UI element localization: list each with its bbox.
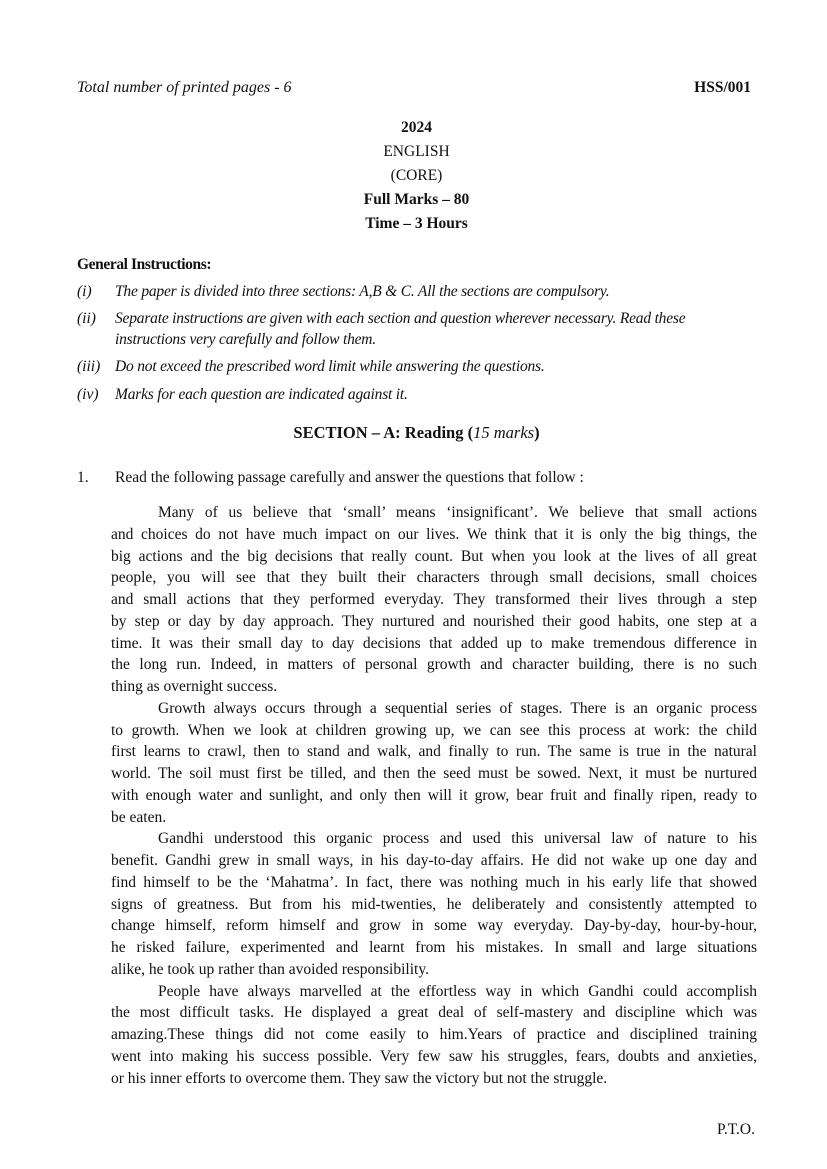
passage-line: big actions and the big decisions that really count. But when you look at the lives of all great — [111, 547, 757, 565]
passage-line: the most difficult tasks. He displayed a great deal of self-mastery and discipline which was — [111, 1004, 757, 1022]
total-pages: Total number of printed pages - 6 — [77, 79, 292, 96]
passage-line: amazing.These things did not come easily to him.Years of practice and disciplined training — [111, 1026, 757, 1043]
passage-line: to growth. When we look at children growing up, we can see this process at work: the child — [111, 721, 757, 739]
section-heading — [0, 423, 827, 443]
passage-line: and small actions that they performed everyday. They transformed their lives through a step — [111, 591, 757, 608]
instruction-number: (iv) — [77, 386, 99, 403]
passage-line: or his inner efforts to overcome them. They saw the victory but not the struggle. — [111, 1069, 608, 1087]
passage-line: by step or day by day approach. They nurtured and nourished their good habits, one step at a — [111, 612, 757, 630]
passage-line: be eaten. — [111, 808, 167, 826]
passage-line: and choices do not have much impact on our lives. We think that it is only the big things, the — [111, 525, 757, 543]
instructions-heading: General Instructions: — [77, 256, 212, 273]
passage-line: first learns to crawl, then to stand and walk, and finally to run. The same is true in the natural — [111, 743, 757, 761]
pto: P.T.O. — [716, 1121, 755, 1138]
instruction-number: (i) — [77, 283, 92, 300]
section-marks: 15 marks — [473, 423, 535, 442]
passage-line: thing as overnight success. — [111, 678, 278, 695]
passage-line: find himself to be the ‘Mahatma’. In fact, there was nothing much in his early life that showed — [111, 873, 757, 891]
passage-line: People have always marvelled at the effortless way in which Gandhi could accomplish — [158, 982, 757, 1000]
instruction-text: Separate instructions are given with each section and question wherever necessary. Read these — [115, 310, 686, 327]
subject: ENGLISH — [383, 143, 450, 160]
full-marks: Full Marks – 80 — [363, 191, 470, 208]
passage-line: Many of us believe that ‘small’ means ‘insignificant’. We believe that small actions — [158, 504, 757, 521]
section-title: SECTION – A: Reading ( — [293, 423, 474, 442]
passage-line: with enough water and sunlight, and only then will it grow, bear fruit and finally ripen, ready to — [111, 786, 757, 804]
paper-code: HSS/001 — [694, 79, 751, 96]
passage-line: world. The soil must first be tilled, and then the seed must be sowed. Next, it must be nurtured — [111, 765, 757, 782]
year: 2024 — [401, 119, 432, 136]
passage-line: Gandhi understood this organic process and used this universal law of nature to his — [158, 830, 757, 848]
passage-line: went into making his success possible. Very few saw his struggles, fears, doubts and anxieties, — [111, 1047, 757, 1065]
passage-line: benefit. Gandhi grew in small ways, in his day-to-day affairs. He did not wake up one day and — [111, 852, 757, 869]
subject-type: (CORE) — [390, 167, 443, 184]
section-close: ) — [534, 423, 540, 442]
passage-line: alike, he took up rather than avoided responsibility. — [111, 960, 429, 978]
instruction-text: instructions very carefully and follow them. — [115, 331, 376, 348]
passage-line: change himself, reform himself and grow in some way everyday. Day-by-day, hour-by-hour, — [111, 917, 757, 935]
instruction-text: The paper is divided into three sections: A,B & C. All the sections are compulsory. — [115, 283, 610, 300]
passage-line: Growth always occurs through a sequential series of stages. There is an organic process — [158, 699, 757, 717]
instruction-number: (iii) — [77, 358, 101, 375]
instruction-number: (ii) — [77, 310, 96, 327]
question-number: 1. — [77, 469, 89, 486]
time: Time – 3 Hours — [365, 215, 468, 232]
passage-line: he risked failure, experimented and learnt from his mistakes. In small and large situations — [111, 939, 757, 956]
passage-line: time. It was their small day to day decisions that added up to make tremendous difference in — [111, 634, 757, 652]
instruction-text: Do not exceed the prescribed word limit while answering the questions. — [115, 358, 545, 375]
instruction-text: Marks for each question are indicated against it. — [115, 386, 408, 403]
passage-line: the long run. Indeed, in matters of personal growth and character building, there is no such — [111, 656, 757, 674]
passage-line: signs of greatness. But from his mid-twenties, he deliberately and consistently attempted to — [111, 895, 757, 913]
question-text: Read the following passage carefully and answer the questions that follow : — [115, 469, 584, 486]
passage-line: people, you will see that they built their characters through small decisions, small choices — [111, 569, 757, 587]
